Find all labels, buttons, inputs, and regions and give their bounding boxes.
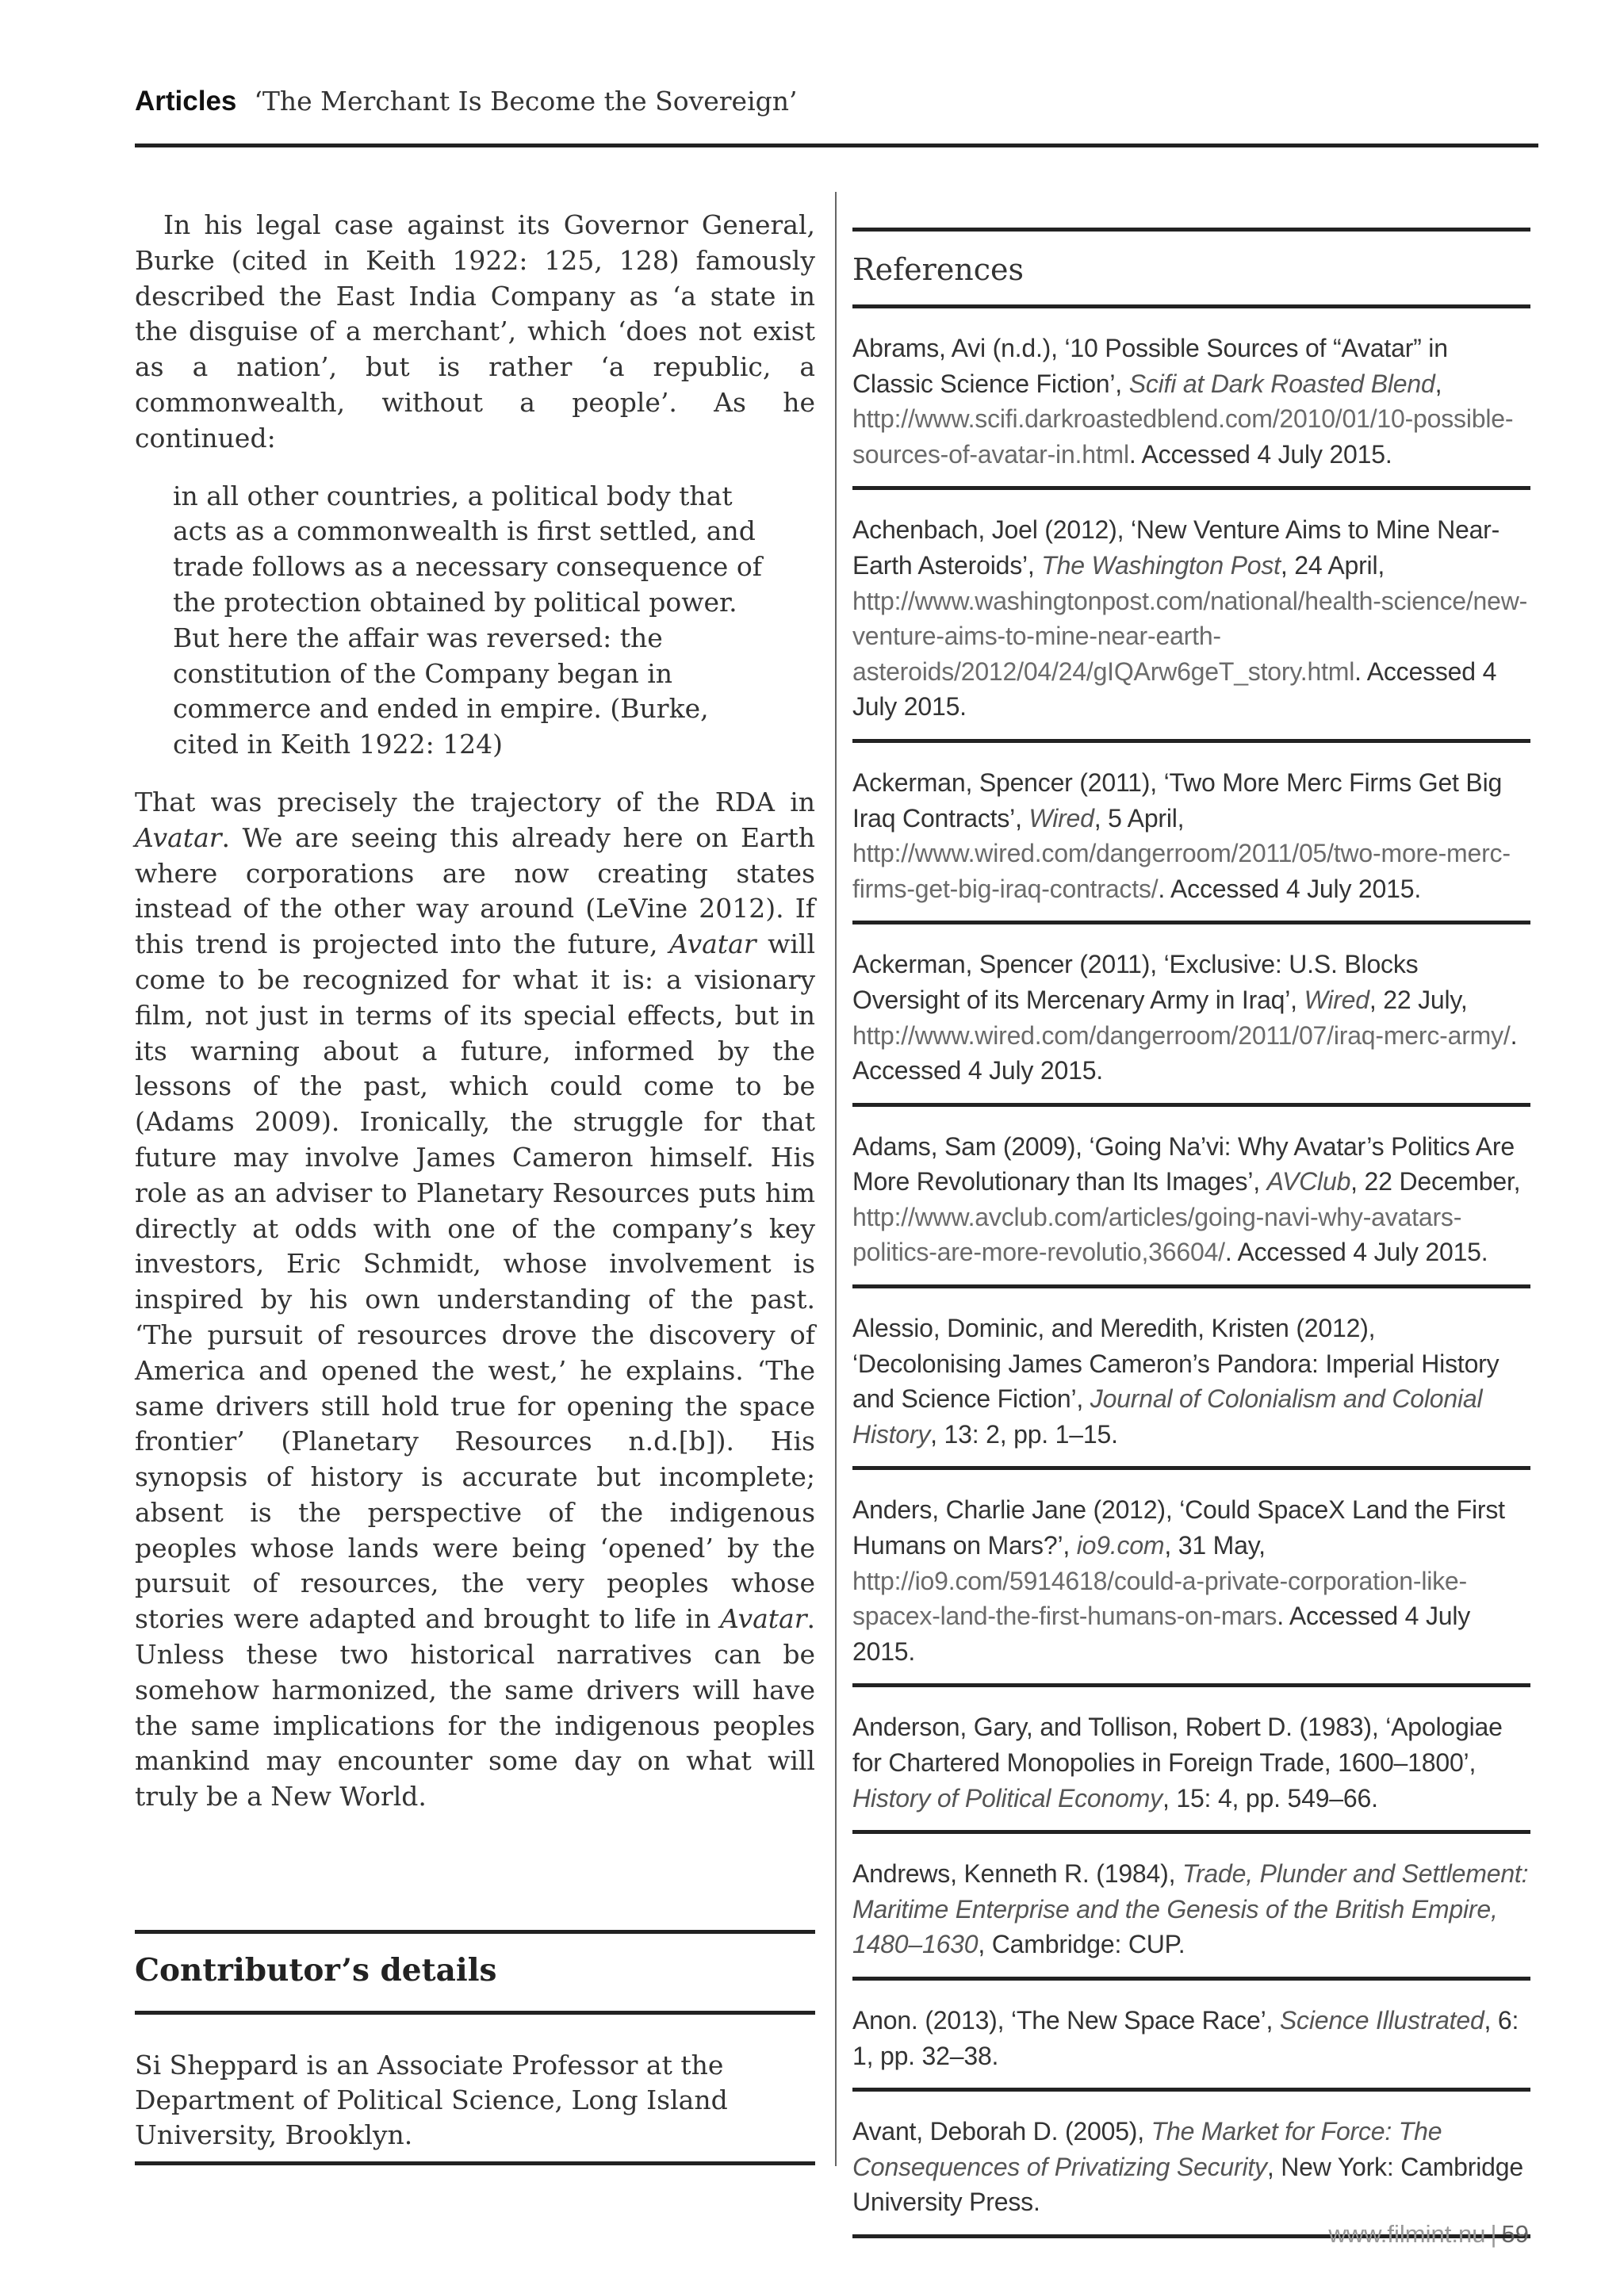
reference-text: Adams, Sam (2009), ‘Going Na’vi: Why Avatar’s Politics Are More Revolutionary than Its Images’, (852, 1131, 1515, 1196)
reference-text: Achenbach, Joel (2012), ‘New Venture Aims to Mine Near-Earth Asteroids’, (852, 515, 1500, 580)
footer-separator: | (1490, 2220, 1497, 2248)
article-title: ‘The Merchant Is Become the Sovereign’ (254, 86, 798, 117)
page-footer (1328, 2220, 1529, 2249)
reference-italic-title: Science Illustrated (1279, 2005, 1484, 2035)
reference-url[interactable]: http://www.scifi.darkroastedblend.com/2010/01/10-possible-sources-of-avatar-in.html (852, 404, 1514, 469)
column-divider (835, 192, 837, 2166)
reference-text: , 5 April, (1094, 803, 1185, 833)
reference-italic-title: The Washington Post (1041, 550, 1281, 580)
reference-text: . Accessed 4 July 2015. (1128, 439, 1392, 469)
reference-text: Anon. (2013), ‘The New Space Race’, (852, 2005, 1280, 2035)
reference-text: , 31 May, (1164, 1531, 1266, 1560)
block-quote: in all other countries, a political body that acts as a commonwealth is first settled, and trade follows as a necessary consequence of the protection obtained by political power. But here the affair was reversed: the constitution of the Company began in commerce and ended in empire. (Burke, cited in Keith 1922: 124) (173, 480, 762, 760)
reference-text: , 15: 4, pp. 549–66. (1162, 1783, 1378, 1813)
reference-url[interactable]: http://www.avclub.com/articles/going-navi-why-avatars-politics-are-more-revolutio,36604/ (852, 1202, 1462, 1267)
reference-entry (852, 1288, 1530, 1470)
reference-text: , 13: 2, pp. 1–15. (930, 1419, 1118, 1449)
references-heading: References (852, 252, 1025, 287)
reference-text: . Accessed 4 July 2015. (852, 657, 1497, 722)
reference-entry (852, 490, 1530, 743)
reference-text: . Accessed 4 July 2015. (852, 1020, 1518, 1085)
contributor-bottom-rule (135, 2161, 815, 2165)
reference-italic-title: io9.com (1076, 1531, 1165, 1560)
reference-text: Anderson, Gary, and Tollison, Robert D. (1983), ‘Apologiae for Chartered Monopolies in Foreign Trade, 1600–1800’, (852, 1713, 1503, 1777)
reference-italic-title: History of Political Economy (852, 1783, 1162, 1813)
reference-italic-title: AVClub (1266, 1167, 1351, 1196)
running-header (135, 86, 1538, 147)
section-label: Articles (135, 86, 237, 117)
site-url[interactable]: www.filmint.nu (1328, 2220, 1486, 2248)
reference-italic-title: Journal of Colonialism and Colonial History (852, 1384, 1483, 1449)
reference-entry (852, 743, 1530, 924)
reference-italic-title: Wired (1304, 985, 1369, 1014)
reference-url[interactable]: http://www.washingtonpost.com/national/health-science/new-venture-aims-to-mine-near-earth-asteroids/2012/04/24/gIQArw6geT_story.html (852, 586, 1528, 686)
reference-entry (852, 1687, 1530, 1834)
reference-entry (852, 924, 1530, 1106)
header-rule (135, 144, 1538, 147)
reference-text: Anders, Charlie Jane (2012), ‘Could SpaceX Land the First Humans on Mars?’, (852, 1495, 1505, 1560)
reference-text: Ackerman, Spencer (2011), ‘Two More Merc Firms Get Big Iraq Contracts’, (852, 768, 1503, 833)
reference-entry (852, 1834, 1530, 1981)
reference-list (852, 308, 1530, 2238)
paragraph-1: In his legal case against its Governor General, Burke (cited in Keith 1922: 125, 128) famously described the East India Company as ‘a state in the disguise of a merchant’, which ‘does not exist as a nation’, but is rather ‘a republic, a commonwealth, without a people’. As he continued: (135, 209, 815, 454)
reference-italic-title: Trade, Plunder and Settlement: Maritime Enterprise and the Genesis of the British Empire, 1480–1630 (852, 1859, 1529, 1959)
reference-text: Alessio, Dominic, and Meredith, Kristen (2012), ‘Decolonising James Cameron’s Pandora: Imperial History and Science Fiction’, (852, 1314, 1500, 1414)
page-number: 59 (1501, 2220, 1529, 2248)
reference-entry (852, 1107, 1530, 1288)
contributor-heading: Contributor’s details (135, 1952, 497, 1989)
reference-text: . Accessed 4 July 2015. (852, 1602, 1471, 1666)
reference-text: . Accessed 4 July 2015. (1158, 874, 1422, 903)
references-column (852, 228, 1530, 2238)
contributor-top-rule (135, 1930, 815, 1934)
contributor-mid-rule (135, 2011, 815, 2015)
reference-text: , 24 April, (1280, 550, 1385, 580)
body-column (135, 208, 815, 1815)
reference-entry (852, 1981, 1530, 2092)
reference-entry (852, 308, 1530, 490)
contributor-text: Si Sheppard is an Associate Professor at the Department of Political Science, Long Island University, Brooklyn. (135, 2050, 728, 2150)
reference-entry (852, 1470, 1530, 1687)
reference-text: , 22 July, (1369, 985, 1468, 1014)
reference-text: , New York: Cambridge University Press. (852, 2152, 1523, 2217)
reference-url[interactable]: http://io9.com/5914618/could-a-private-corporation-like-spacex-land-the-first-humans-on-mars (852, 1566, 1467, 1631)
reference-text: , 6: 1, pp. 32–38. (852, 2005, 1519, 2070)
reference-text: . Accessed 4 July 2015. (1224, 1238, 1488, 1267)
reference-entry (852, 2092, 1530, 2238)
reference-italic-title: Scifi at Dark Roasted Blend (1128, 369, 1435, 398)
reference-text: , 22 December, (1350, 1167, 1521, 1196)
reference-url[interactable]: http://www.wired.com/dangerroom/2011/07/iraq-merc-army/ (852, 1020, 1511, 1050)
reference-url[interactable]: http://www.wired.com/dangerroom/2011/05/two-more-merc-firms-get-big-iraq-contracts/ (852, 839, 1511, 903)
reference-text: Avant, Deborah D. (2005), (852, 2117, 1151, 2146)
reference-text: Andrews, Kenneth R. (1984), (852, 1859, 1182, 1889)
reference-text: , Cambridge: CUP. (978, 1930, 1185, 1959)
reference-italic-title: Wired (1028, 803, 1094, 833)
reference-italic-title: The Market for Force: The Consequences of Privatizing Security (852, 2117, 1442, 2181)
reference-text: , (1434, 369, 1442, 398)
paragraph-2: That was precisely the trajectory of the RDA in Avatar. We are seeing this already here on Earth where corporations are now creating states instead of the other way around (LeVine 2012). If this trend is projected into the future, Avatar will come to be recognized for what it is: a visionary film, not just in terms of its special effects, but in its warning about a future, informed by the lessons of the past, which could come to be (Adams 2009). Ironically, the struggle for that future may involve James Cameron himself. His role as an adviser to Planetary Resources puts him directly at odds with one of the company’s key investors, Eric Schmidt, whose involvement is inspired by his own understanding of the past. ‘The pursuit of resources drove the discovery of America and opened the west,’ he explains. ‘The same drivers still hold true for opening the space frontier’ (Planetary Resources n.d.[b]). His synopsis of history is accurate but incomplete; absent is the perspective of the indigenous peoples whose lands were being ‘opened’ by the pursuit of resources, the very peoples whose stories were adapted and brought to life in Avatar. Unless these two historical narratives can be somehow harmonized, the same drivers will have the same implications for the indigenous peoples mankind may encounter some day on what will truly be a New World. (135, 786, 815, 1813)
reference-text: Abrams, Avi (n.d.), ‘10 Possible Sources of “Avatar” in Classic Science Fiction’, (852, 334, 1448, 398)
reference-text: Ackerman, Spencer (2011), ‘Exclusive: U.S. Blocks Oversight of its Mercenary Army in Iraq’, (852, 950, 1419, 1014)
